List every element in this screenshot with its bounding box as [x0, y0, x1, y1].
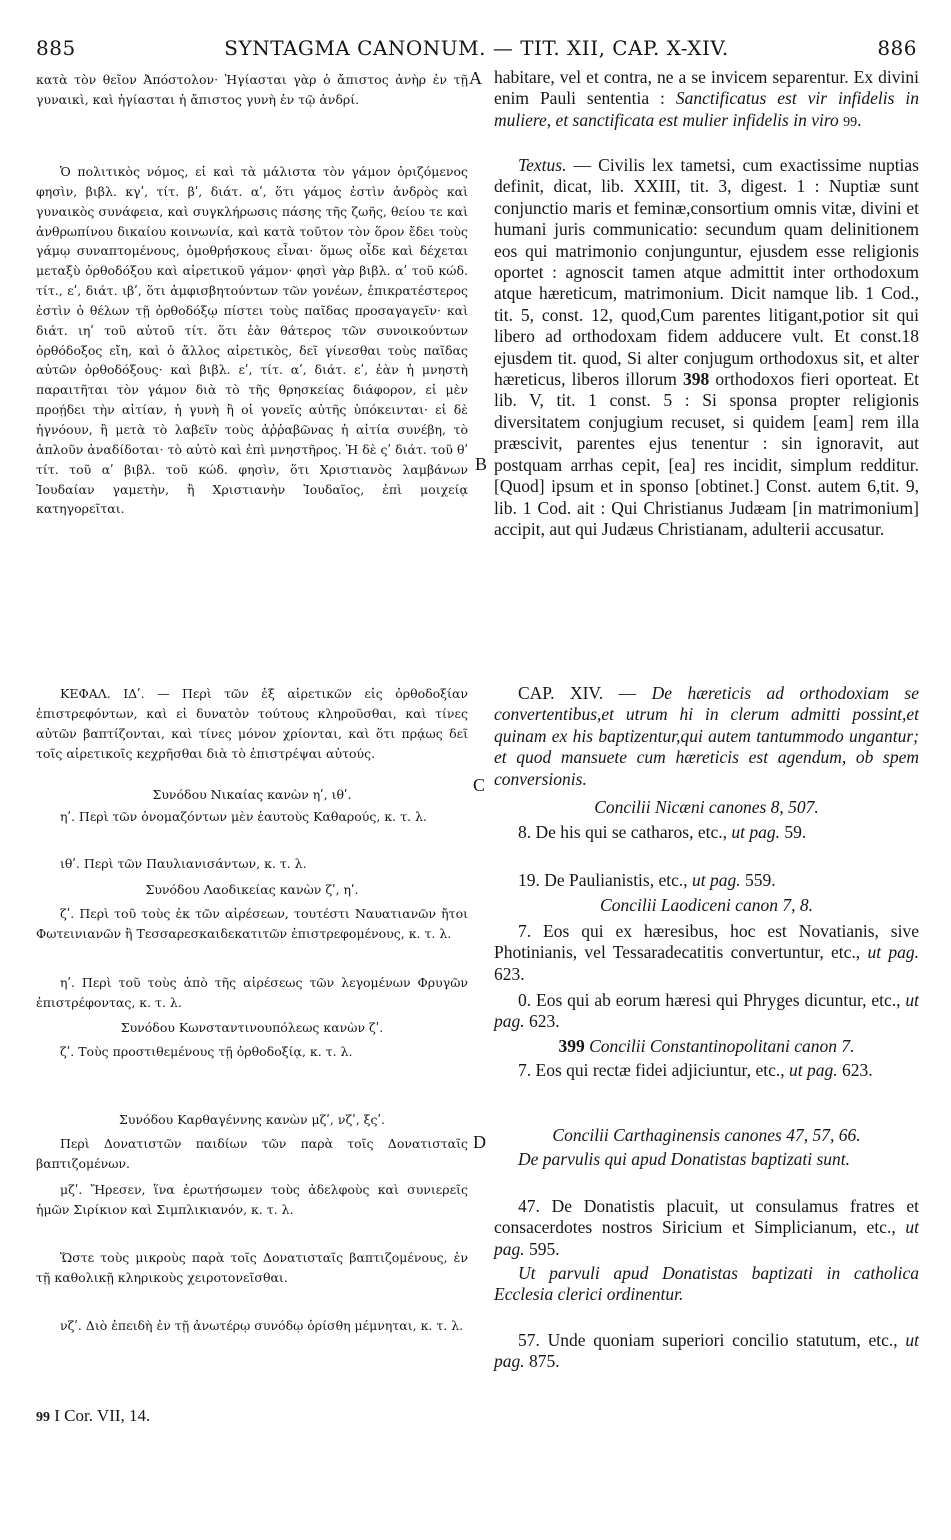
latin-synod-heading: Concilii Carthaginensis canones 47, 57, 66. — [552, 1125, 861, 1145]
latin-paragraph: habitare, vel et contra, ne a se invicem separentur. Ex divini enim Pauli sententia : Sanctificatus est vir infidelis in muliere, et sanctificata est mulier infidelis in viro 99. — [494, 67, 919, 130]
running-title: SYNTAGMA CANONUM. — TIT. XII, CAP. X-XIV. — [224, 36, 729, 60]
latin-canon: 47. De Donatistis placuit, ut consulamus fratres et consacerdotes nostros Siricium et Simplicianum, etc., ut pag. 595. — [494, 1196, 920, 1259]
latin-rubric: Ut parvuli apud Donatistas baptizati in catholica Ecclesia clerici ordinentur. — [494, 1263, 919, 1305]
greek-rubric: Ὥστε τοὺς μικροὺς παρὰ τοῖς Δονατισταῖς βαπτιζομένους, ἐν τῇ καθολικῇ κληρικοὺς χειροτονεῖσθαι. — [36, 1250, 468, 1285]
greek-canon: μζʹ. Ἤρεσεν, ἵνα ἐρωτήσωμεν τοὺς ἀδελφοὺς καὶ συνιερεῖς ἡμῶν Σιρίκιον καὶ Σιμπλικιανόν, κ. τ. λ. — [36, 1182, 468, 1217]
greek-synod-heading: Συνόδου Νικαίας κανὼν ηʹ, ιθʹ. — [152, 787, 352, 802]
greek-canon: ζʹ. Τοὺς προστιθεμένους τῇ ὀρθοδοξίᾳ, κ. τ. λ. — [60, 1044, 353, 1059]
footnote-text: I Cor. VII, 14. — [54, 1406, 151, 1425]
latin-rubric: De parvulis qui apud Donatistas baptizati sunt. — [518, 1149, 851, 1169]
footnote-number: 99 — [36, 1410, 50, 1425]
latin-chapter-heading: CAP. XIV. — De hæreticis ad orthodoxiam se convertentibus,et utrum hi in clerum admitti possint,et quinam ex his baptizentur,qui autem tantummodo ungantur; et quod mansuete cum hæreticis est agendum, ob spem conversionis. — [494, 683, 920, 789]
greek-canon: ηʹ. Περὶ τῶν ὀνομαζόντων μὲν ἑαυτοὺς Καθαρούς, κ. τ. λ. — [60, 809, 427, 824]
greek-synod-heading: Συνόδου Καρθαγέννης κανὼν μζʹ, νζʹ, ξςʹ. — [119, 1112, 385, 1127]
latin-canon: 19. De Paulianistis, etc., ut pag. 559. — [518, 870, 776, 890]
column-number: 399 — [558, 1036, 585, 1056]
greek-canon: ηʹ. Περὶ τοῦ τοὺς ἀπὸ τῆς αἱρέσεως τῶν λεγομένων Φρυγῶν ἐπιστρέφοντας, κ. τ. λ. — [36, 975, 468, 1010]
greek-rubric: Περὶ Δονατιστῶν παιδίων τῶν παρὰ τοῖς Δονατισταῖς βαπτιζομένων. — [36, 1136, 468, 1171]
footnote — [36, 1406, 150, 1426]
latin-canon: 8. De his qui se catharos, etc., ut pag. 59. — [518, 822, 807, 842]
greek-canon: νζʹ. Διὸ ἐπειδὴ ἐν τῇ ἀνωτέρῳ συνόδῳ ὁρίσθη μέμνηται, κ. τ. λ. — [60, 1318, 464, 1333]
latin-paragraph: Textus. — Civilis lex tametsi, cum exactissime nuptias definit, dicat, lib. XXIII, tit. 3, digest. 1 : Nuptiæ sunt conjunctio maris et feminæ,consortium omnis vitæ, divini et humani juris communicatio: secundum quam delinitionem eos qui matrimonio conjunguntur, ejusdem esse religionis oportet : agnoscit tamen atque admittit inter orthodoxum atque hæreticum, matrimonium. Dicit namque lib. 1 Cod., tit. 5, const. 12, quod,Cum parentes litigant,potior sit qui libero ad orthodoxam fidem adducere vult. Et const.18 ejusdem tit. quod, Si alter conjugum orthodoxus sit, et alter hæreticus, liberos illorum 398 orthodoxos fieri oporteat. Et lib. V, tit. 1 const. 5 : Si sponsa propter religionis diversitatem conjugium recuset, si quidem [eam] rem illa præscivit, parentes ejus tenentur : sin ignoravit, aut postquam arrhas cepit, [ea] res incidit, simplum redditur. [Quod] ipsum et in sponso [obtinet.] Const. autem 6,tit. 9, lib. 1 Cod. ait : Qui Christianus Judæam [in matrimonium] accipit, aut qui Judæus Christianam, adulterii accusatur. — [494, 155, 919, 539]
margin-marker-a: A — [469, 68, 482, 88]
running-header — [36, 30, 917, 66]
latin-canon: 7. Eos qui ex hæresibus, hoc est Novatianis, sive Photinianis, vel Tessaradecatitis convertuntur, etc., ut pag. 623. — [494, 921, 919, 984]
latin-canon: 0. Eos qui ab eorum hæresi qui Phryges dicuntur, etc., ut pag. 623. — [494, 990, 920, 1032]
latin-canon: 57. Unde quoniam superiori concilio statutum, etc., ut pag. 875. — [494, 1330, 919, 1372]
margin-marker-d: D — [473, 1132, 486, 1152]
greek-synod-heading: Συνόδου Λαοδικείας κανὼν ζʹ, ηʹ. — [145, 882, 359, 897]
page-number-right: 886 — [877, 36, 917, 60]
greek-chapter-heading: ΚΕΦΑΛ. ΙΔʹ. — Περὶ τῶν ἐξ αἱρετικῶν εἰς ὀρθοδοξίαν ἐπιστρεφόντων, καὶ εἰ δυνατὸν τούτους κληροῦσθαι, καὶ τίνες αὐτῶν βαπτίζονται, καὶ τίνες μόνον χρίονται, καὶ ὅτι πρᾴως δεῖ τοῖς αἱρετικοῖς κεχρῆσθαι διὰ τὸ ἐπιστρέψαι αὐτούς. — [36, 686, 468, 761]
latin-synod-heading: Concilii Laodiceni canon 7, 8. — [600, 895, 813, 915]
latin-synod-heading: Concilii Nicæni canones 8, 507. — [594, 797, 819, 817]
margin-marker-b: B — [475, 454, 488, 474]
page-number-left: 885 — [36, 36, 76, 60]
greek-canon: ζʹ. Περὶ τοῦ τοὺς ἐκ τῶν αἱρέσεων, τουτέστι Ναυατιανῶν ἤτοι Φωτεινιανῶν ἢ Τεσσαρεσκαιδεκατιτῶν ἐπιστρεφομένους, κ. τ. λ. — [36, 906, 468, 941]
column-number: 398 — [683, 369, 710, 390]
margin-marker-c: C — [473, 775, 486, 795]
latin-canon: 7. Eos qui rectæ fidei adjiciuntur, etc., ut pag. 623. — [518, 1060, 873, 1080]
greek-paragraph: κατὰ τὸν θεῖον Ἀπόστολον· Ἡγίασται γὰρ ὁ ἄπιστος ἀνὴρ ἐν τῇ γυναικὶ, καὶ ἡγίασται ἡ ἄπιστος γυνὴ ἐν τῷ ἀνδρί. — [36, 72, 468, 107]
greek-canon: ιθʹ. Περὶ τῶν Παυλιανισάντων, κ. τ. λ. — [60, 856, 307, 871]
latin-synod-heading: 399 Concilii Constantinopolitani canon 7. — [558, 1036, 855, 1056]
footnote-ref: 99 — [843, 114, 858, 130]
greek-paragraph: Ὁ πολιτικὸς νόμος, εἰ καὶ τὰ μάλιστα τὸν γάμον ὁριζόμενος φησὶν, βιβλ. κγʹ, τίτ. βʹ, διάτ. αʹ, ὅτι γάμος ἐστὶν ἀνδρὸς καὶ γυναικὸς συνάφεια, καὶ συγκλήρωσις πάσης τῆς ζωῆς, θείου τε καὶ ἀνθρωπίνου δικαίου κοινωνία, καὶ κατὰ τοῦτον τὸν ὅρον ἔδει τοὺς γάμῳ συναπτομένους, ὁμοθρήσκους εἶναι· ὅμως οἶδε καὶ δέχεται μεταξὺ ὀρθοδόξου καὶ αἱρετικοῦ γάμον· φησὶ γὰρ βιβλ. αʹ τοῦ κώδ. τίτ., εʹ, διάτ. ιβʹ, ὅτι ἀμφισβητούντων τῶν γονέων, ἐπικρατέστερος ἐστὶν ὁ θέλων τῇ ὀρθοδόξῳ πίστει τοὺς παῖδας προσαγαγεῖν· καὶ διάτ. ιηʹ τοῦ αὐτοῦ τίτ. ὅτι ἐὰν θάτερος τῶν συνοικούντων ὀρθόδοξος εἴη, καὶ ὁ ἄλλος αἱρετικὸς, δεῖ γίνεσθαι τοὺς παῖδας αὐτῶν ὀρθοδόξους· καὶ βιβλ. εʹ, τίτ. αʹ, διάτ. εʹ, ἐὰν ἡ μνηστὴ παραιτῆται τὸν γάμον διὰ τὸ τῆς θρησκείας διάφορον, εἰ μὲν προῄδει τὴν αἰτίαν, ἡ γυνὴ ἢ οἱ γονεῖς αὐτῆς ὑπόκεινται· εἰ δὲ ἠγνόουν, ἢ μετὰ τὸ λαβεῖν τοὺς ἀῤῥαβῶνας ἡ αἰτία συνέβη, τὸ ἁπλοῦν ἀναδίδοται· τὸ αὐτὸ καὶ ἐπὶ μνηστῆρος. Ἡ δὲ ςʹ διάτ. τοῦ θʹ τίτ. τοῦ αʹ βιβλ. τοῦ κώδ. φησὶν, ὅτι Χριστιανὸς λαμβάνων Ἰουδαίαν γαμετὴν, ἢ Χριστιανὴν Ἰουδαῖος, ἐπὶ μοιχείᾳ κατηγορεῖται. — [36, 164, 468, 517]
greek-synod-heading: Συνόδου Κωνσταντινουπόλεως κανὼν ζʹ. — [120, 1020, 384, 1035]
